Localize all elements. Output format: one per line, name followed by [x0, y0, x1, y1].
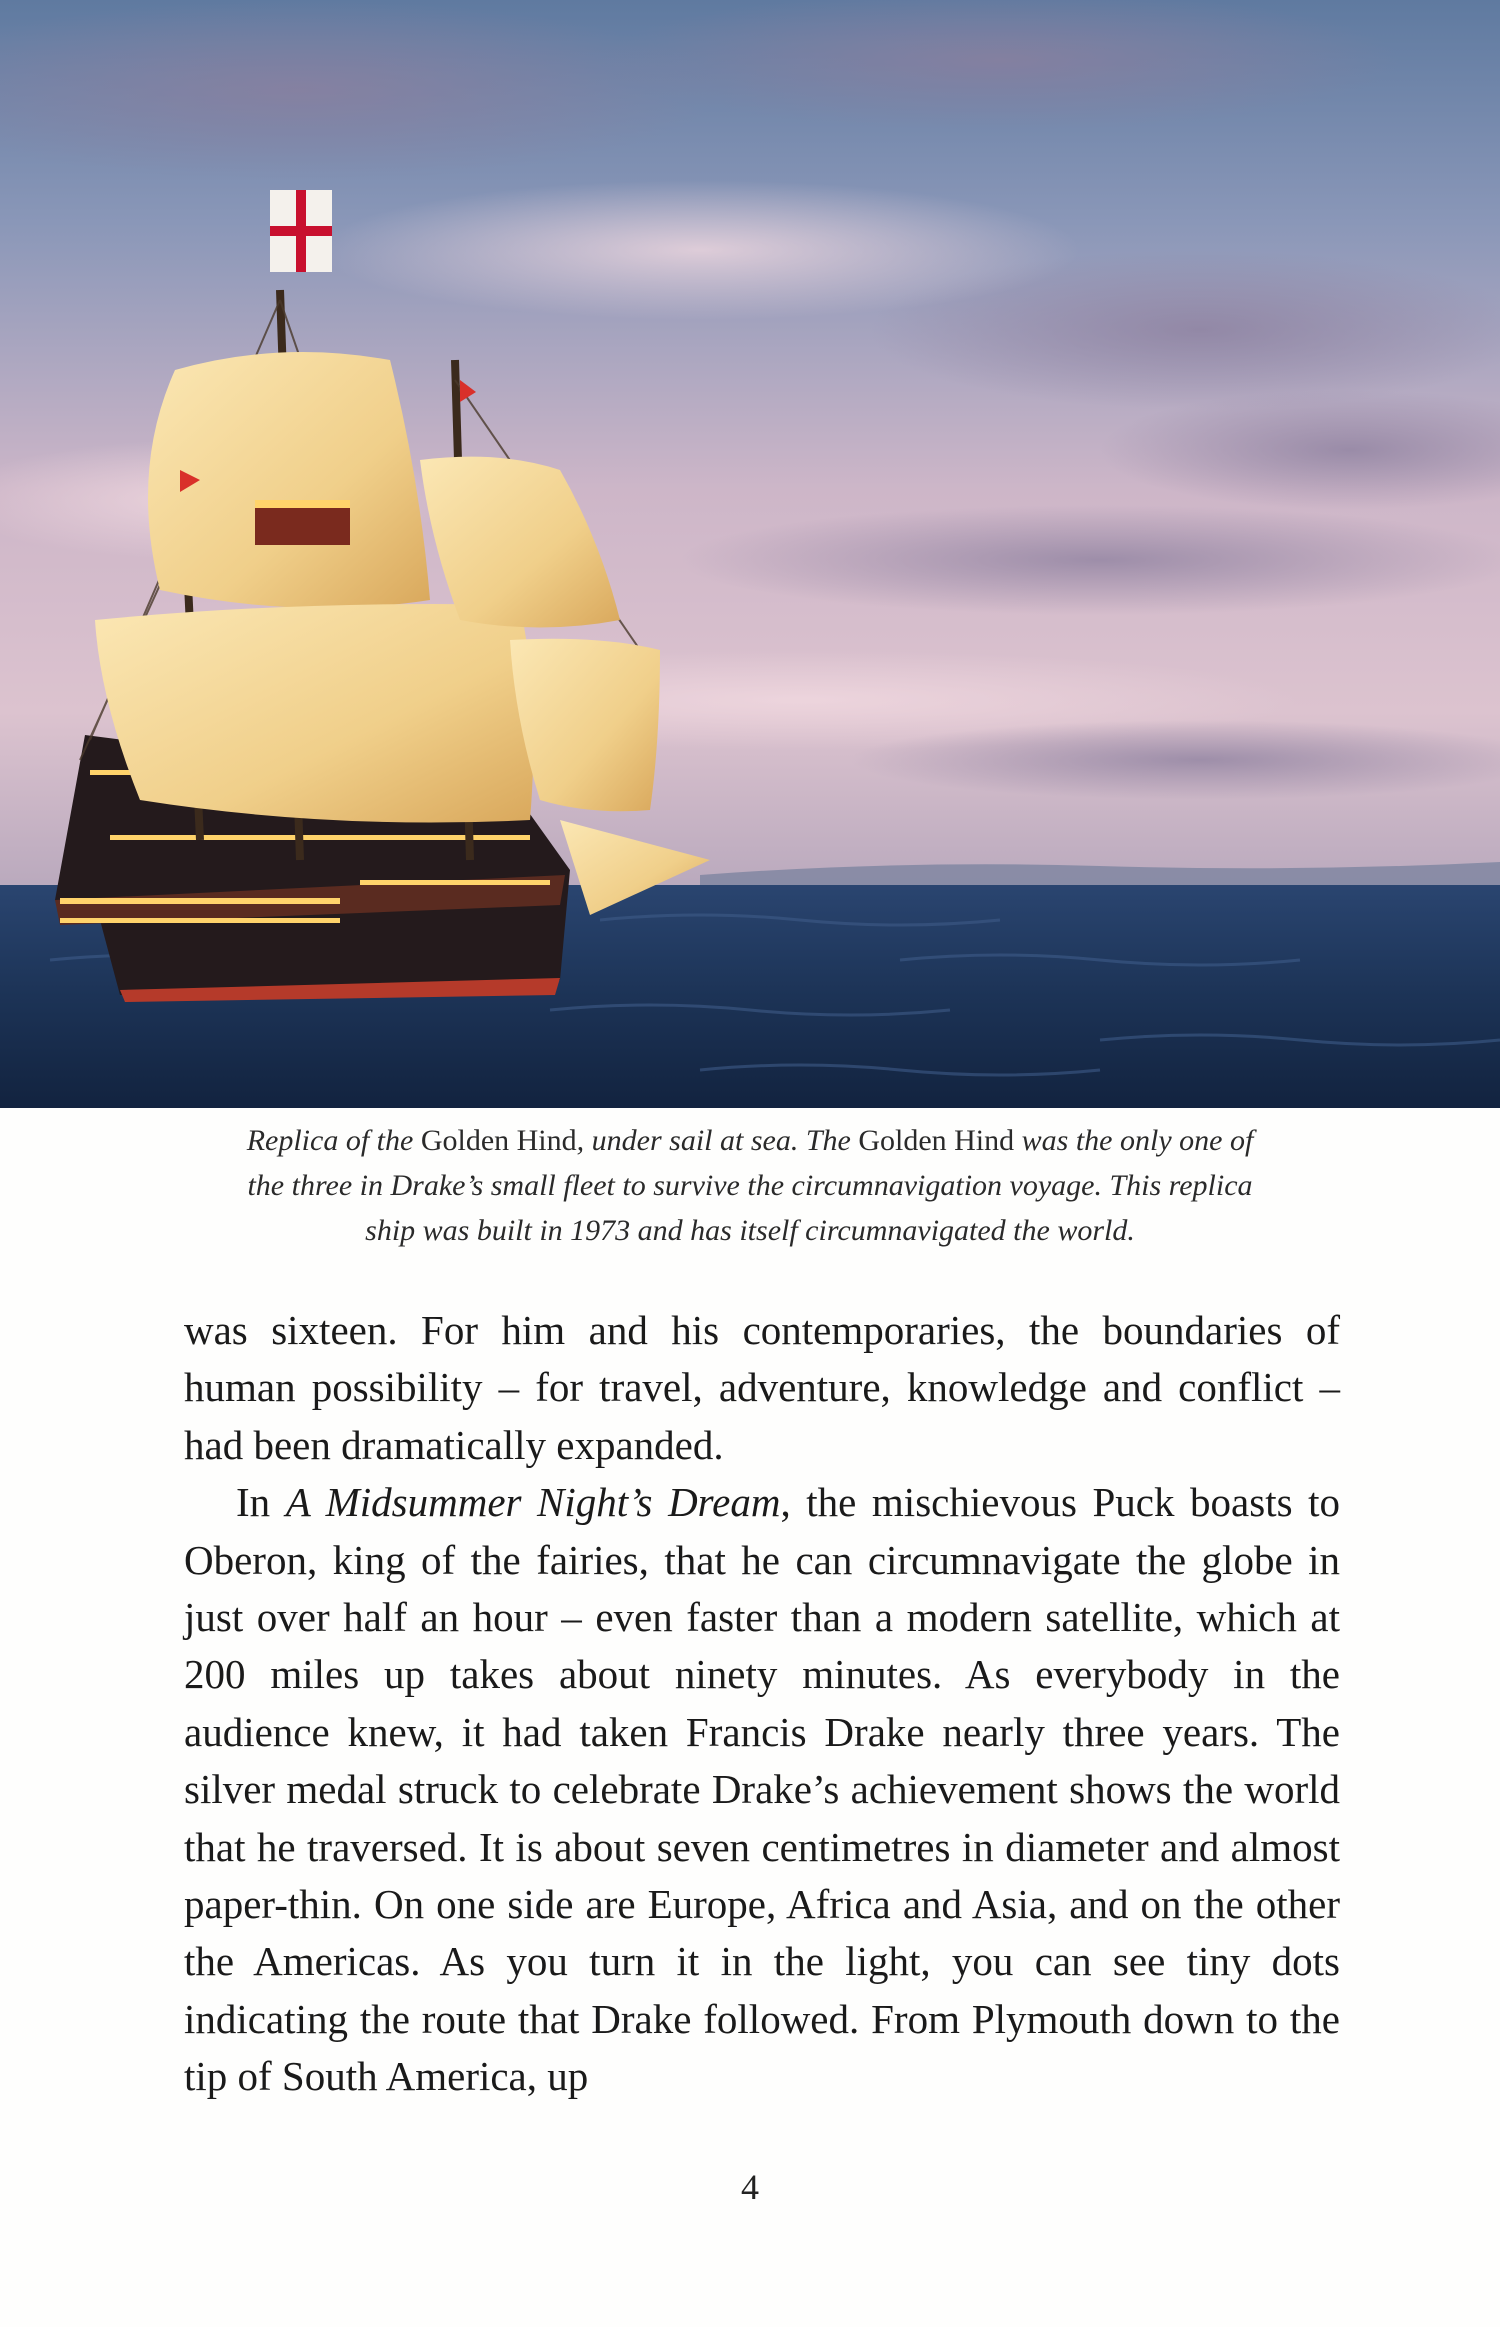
page-number: 4	[741, 2167, 759, 2207]
photo-caption	[180, 1118, 1320, 1253]
play-title: A Midsummer Night’s Dream	[285, 1479, 781, 1526]
paragraph-1: was sixteen. For him and his contemporaries, the boundaries of human possibility – for travel, adventure, knowledge and conflict – had been dramatically expanded.	[184, 1307, 1340, 1468]
caption-line-3: ship was built in 1973 and has itself circumnavigated the world.	[365, 1214, 1135, 1247]
body-text	[184, 1302, 1340, 2106]
ship-illustration	[0, 0, 1500, 1108]
paragraph-2: In A Midsummer Night’s Dream, the mischievous Puck boasts to Oberon, king of the fairies, that he can circumnavigate the globe in just over half an hour – even faster than a modern satellite, which at 200 miles up takes about ninety minutes. As everybody in the audience knew, it had taken Francis Drake nearly three years. The silver medal struck to celebrate Drake’s achievement shows the world that he traversed. It is about seven centimetres in diameter and almost paper-thin. On one side are Europe, Africa and Asia, and on the other the Americas. As you turn it in the light, you can see tiny dots indicating the route that Drake followed. From Plymouth down to the tip of South America, up	[184, 1479, 1341, 2100]
caption-line-2: the three in Drake’s small fleet to survive the circumnavigation voyage. This replica	[247, 1169, 1253, 1202]
golden-hind-photo	[0, 0, 1500, 1108]
caption-line-1: Replica of the Golden Hind, under sail at sea. The Golden Hind was the only one of	[246, 1124, 1254, 1157]
